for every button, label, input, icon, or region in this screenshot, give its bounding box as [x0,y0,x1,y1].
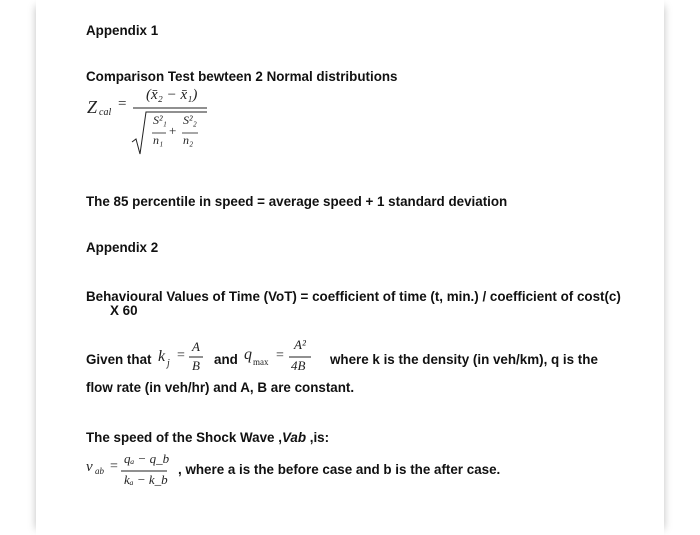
shock-wave-formula [86,450,182,498]
appendix-2-heading: Appendix 2 [86,240,159,255]
shock-denominator: kₐ − k_b [124,472,168,487]
v-equals: = [110,459,118,474]
flow-rate-line: flow rate (in veh/hr) and A, B are constant. [86,380,355,395]
vot-line-2: X 60 [110,303,138,318]
shock-numerator: qₐ − q_b [124,451,170,466]
given-that-label: Given that [86,352,152,367]
kj-symbol: k [158,348,166,365]
term2-numerator: S²₂ [183,113,197,127]
q-denominator: 4B [291,358,306,373]
kj-equals: = [177,348,185,363]
term2-denominator: n₂ [183,133,194,147]
z-cal-formula [86,86,226,162]
shock-title-suffix: ,is: [306,430,330,445]
percentile-line: The 85 percentile in speed = average speed + 1 standard deviation [86,194,508,209]
where-k-text: where k is the density (in veh/km), q is the [330,352,598,367]
shock-wave-note: , where a is the before case and b is the after case. [178,462,501,477]
vot-line-1: Behavioural Values of Time (VoT) = coefficient of time (t, min.) / coefficient of cost(c) [86,289,621,304]
appendix-1-heading: Appendix 1 [86,23,159,38]
q-equals: = [276,348,284,363]
v-symbol: v [86,459,93,475]
kj-subscript: j [167,358,170,369]
z-subscript: cal [99,107,112,118]
and-label: and [214,352,238,367]
term1-denominator: n₁ [153,133,164,147]
kj-denominator: B [192,358,200,373]
kj-numerator: A [192,339,200,354]
z-symbol: Z [87,97,98,117]
comparison-test-title: Comparison Test bewteen 2 Normal distributions [86,69,398,84]
z-numerator: (x̄₂ − x̄₁) [146,87,198,103]
shock-title-variable: Vab [281,430,307,445]
q-subscript: max [253,357,269,367]
term1-numerator: S²₁ [153,113,167,127]
given-that-line [86,336,626,378]
q-symbol: q [244,346,252,363]
shock-title-prefix: The speed of the Shock Wave , [86,430,282,445]
shock-wave-title [86,430,329,445]
z-equals: = [118,96,127,112]
v-subscript: ab [95,466,104,476]
q-numerator: A² [294,337,306,352]
plus-sign: + [169,123,177,138]
